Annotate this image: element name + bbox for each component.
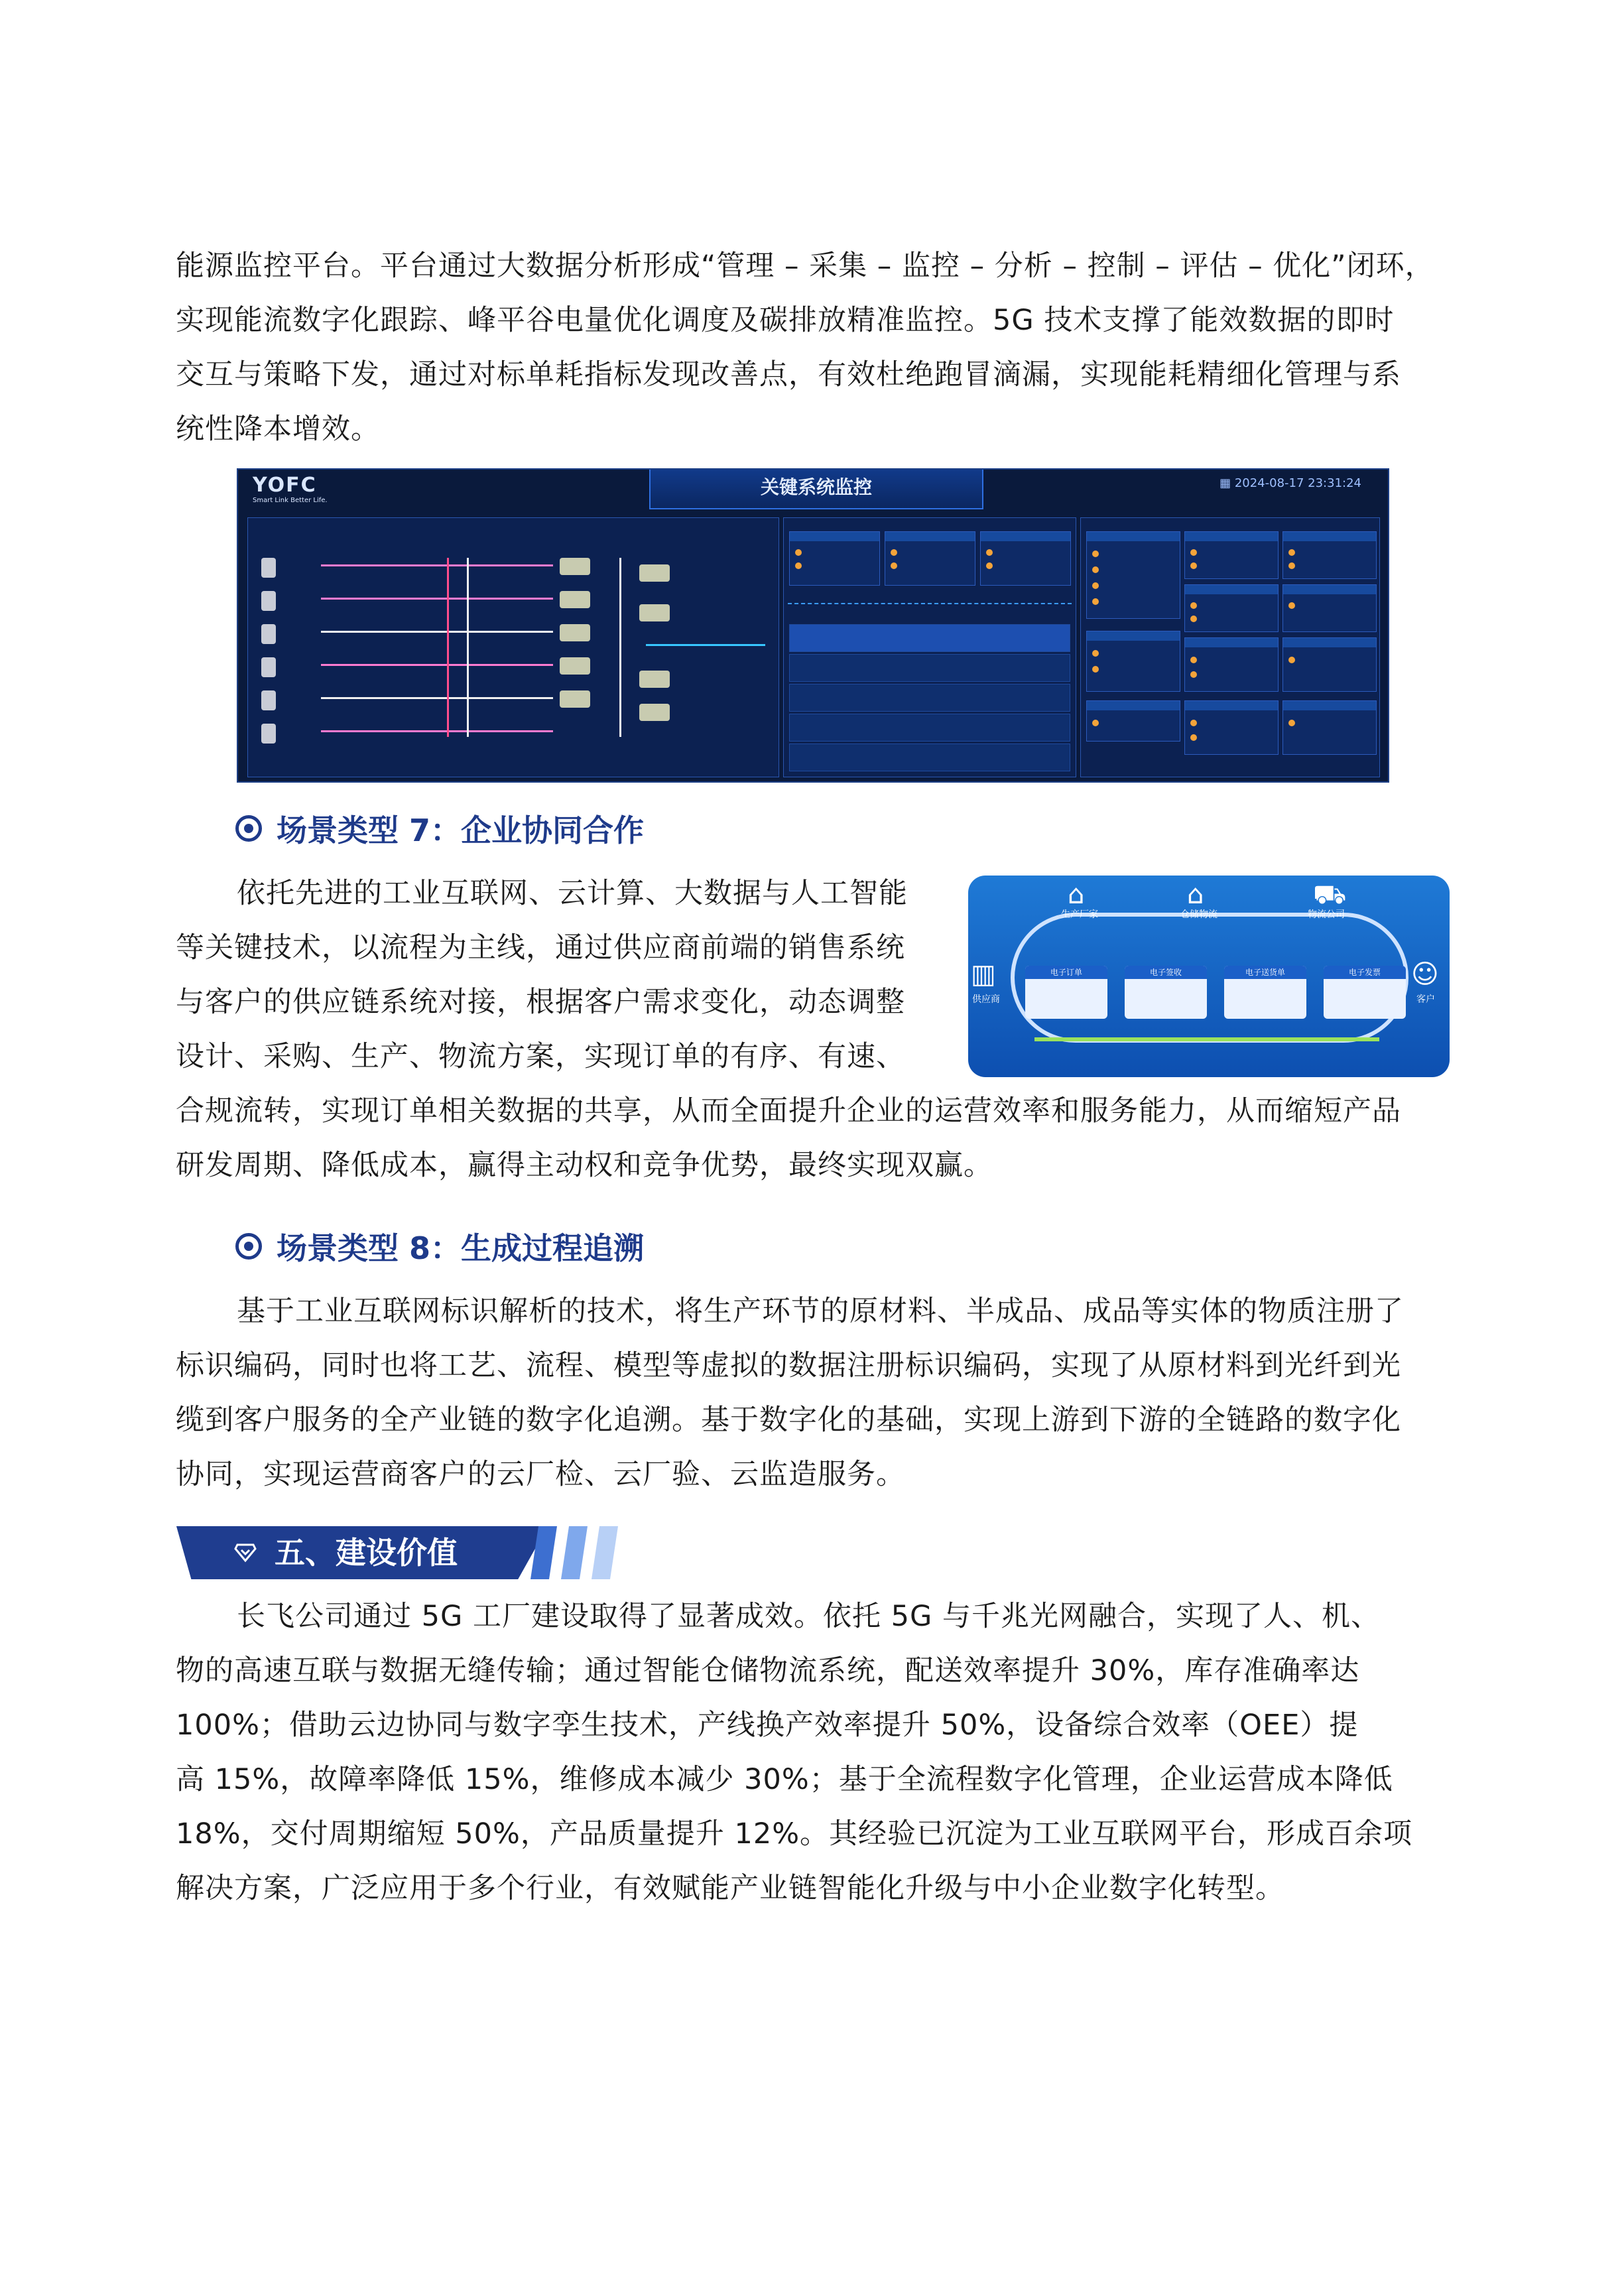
status-card — [1282, 700, 1377, 755]
right-panel — [1080, 517, 1380, 777]
scene7-heading — [235, 807, 644, 850]
status-card — [1184, 531, 1279, 579]
chiller-icon — [560, 657, 590, 675]
text-line: 实现能流数字化跟踪、峰平谷电量优化调度及碳排放精准监控。5G 技术支撑了能效数据的即时 — [176, 304, 1395, 337]
text-line: 能源监控平台。平台通过大数据分析形成“管理 – 采集 – 监控 – 分析 – 控制 – 评估 – 优化”闭环， — [176, 249, 1434, 283]
text-line: 解决方案，广泛应用于多个行业，有效赋能产业链智能化升级与中小企业数字化转型。 — [176, 1872, 1284, 1905]
tank-icon — [261, 591, 276, 611]
banner-stripe — [592, 1526, 618, 1579]
chiller-icon — [639, 671, 670, 688]
section5-title: 五、建设价值 — [275, 1535, 458, 1571]
dashboard-timestamp — [1219, 476, 1361, 490]
status-card — [1282, 637, 1377, 692]
tank-icon — [261, 724, 276, 744]
tank-icon — [261, 657, 276, 677]
pipe-line — [321, 598, 553, 600]
text-line: 标识编码，同时也将工艺、流程、模型等虚拟的数据注册标识编码，实现了从原材料到光纤到光 — [176, 1349, 1401, 1382]
monitoring-dashboard-figure — [237, 468, 1389, 783]
status-card — [1086, 531, 1180, 619]
schematic-panel — [247, 517, 779, 777]
text-line: 与客户的供应链系统对接，根据客户需求变化，动态调整 — [176, 986, 905, 1019]
status-card — [1086, 631, 1180, 692]
pipe-line — [321, 697, 553, 699]
text-line: 依托先进的工业互联网、云计算、大数据与人工智能 — [237, 877, 908, 910]
text-line: 基于工业互联网标识解析的技术，将生产环节的原材料、半成品、成品等实体的物质注册了 — [237, 1295, 1404, 1328]
pipe-line — [467, 558, 469, 737]
text-line: 高 15%，故障率降低 15%，维修成本减少 30%；基于全流程数字化管理，企业运营成本降低 — [176, 1763, 1393, 1796]
supply-chain-figure — [968, 876, 1450, 1077]
banner-stripe — [561, 1526, 588, 1579]
doc-title: 电子发票 — [1324, 966, 1406, 979]
section5-paragraph — [176, 1589, 1442, 1916]
text-line: 合规流转，实现订单相关数据的共享，从而全面提升企业的运营效率和服务能力，从而缩短产品 — [176, 1094, 1401, 1128]
chiller-icon — [560, 690, 590, 708]
node-label: 物流公司 — [1308, 909, 1345, 920]
status-card — [1282, 531, 1377, 579]
tank-icon — [261, 624, 276, 644]
text-line: 设计、采购、生产、物流方案，实现订单的有序、有速、 — [176, 1040, 905, 1073]
document-card — [1324, 966, 1406, 1019]
document-card — [1025, 966, 1107, 1019]
text-line: 100%；借助云边协同与数字孪生技术，产线换产效率提升 50%，设备综合效率（OEE）提 — [176, 1709, 1359, 1742]
chiller-icon — [639, 564, 670, 582]
building-icon: ▥ — [971, 959, 996, 990]
users-icon: ☺ — [1411, 959, 1439, 990]
status-card — [789, 531, 880, 586]
text-line: 缆到客户服务的全产业链的数字化追溯。基于数字化的基础，实现上游到下游的全链路的数字化 — [176, 1403, 1401, 1437]
doc-title: 电子送货单 — [1224, 966, 1306, 979]
text-line: 统性降本增效。 — [176, 413, 380, 446]
chiller-icon — [639, 704, 670, 721]
status-card — [885, 531, 975, 586]
middle-panel — [783, 517, 1076, 777]
doc-title: 电子订单 — [1025, 966, 1107, 979]
target-icon — [235, 815, 262, 842]
status-card — [1184, 700, 1279, 755]
factory-icon: ⌂ — [1068, 879, 1085, 910]
chiller-icon — [560, 591, 590, 608]
table-row — [789, 714, 1070, 742]
flow-arrow — [1034, 1037, 1379, 1041]
status-card — [1282, 584, 1377, 632]
text-line: 研发周期、降低成本，赢得主动权和竞争优势，最终实现双赢。 — [176, 1149, 993, 1182]
table-row — [789, 624, 1070, 652]
text-line: 18%，交付周期缩短 50%，产品质量提升 12%。其经验已沉淀为工业互联网平台，形成百余项 — [176, 1817, 1413, 1851]
text-line: 物的高速互联与数据无缝传输；通过智能仓储物流系统，配送效率提升 30%，库存准确率达 — [176, 1654, 1360, 1687]
timestamp-text: 2024-08-17 23:31:24 — [1234, 476, 1361, 490]
status-card — [1184, 584, 1279, 632]
tank-icon — [261, 558, 276, 578]
tank-icon — [261, 690, 276, 710]
heading-text: 场景类型 7：企业协同合作 — [277, 813, 645, 848]
trend-line — [788, 592, 1072, 604]
pipe-line — [321, 730, 553, 732]
status-card — [1184, 637, 1279, 692]
document-card — [1125, 966, 1207, 1019]
dashboard-title: 关键系统监控 — [649, 470, 983, 509]
node-label: 仓储物流 — [1180, 909, 1218, 920]
target-icon — [235, 1233, 262, 1260]
chiller-icon — [560, 558, 590, 575]
text-line: 长飞公司通过 5G 工厂建设取得了显著成效。依托 5G 与千兆光网融合，实现了人、机、 — [237, 1600, 1381, 1633]
table-row — [789, 654, 1070, 682]
pipe-line — [321, 664, 553, 666]
heading-text: 场景类型 8：生成过程追溯 — [277, 1230, 645, 1266]
pipe-line — [619, 558, 621, 737]
pipe-line — [321, 631, 553, 633]
text-line: 交互与策略下发，通过对标单耗指标发现改善点，有效杜绝跑冒滴漏，实现能耗精细化管理与系 — [176, 358, 1401, 391]
text-line: 等关键技术，以流程为主线，通过供应商前端的销售系统 — [176, 931, 905, 964]
scene8-paragraph — [176, 1284, 1442, 1502]
warehouse-icon: ⌂ — [1187, 879, 1204, 910]
calendar-icon: ▦ — [1219, 476, 1231, 490]
table-row — [789, 744, 1070, 771]
status-card — [1086, 700, 1180, 742]
right-label: 客户 — [1416, 994, 1435, 1005]
pipe-line — [447, 558, 449, 737]
document-card — [1224, 966, 1306, 1019]
pipe-line — [321, 564, 553, 566]
table-row — [789, 684, 1070, 712]
doc-title: 电子签收 — [1125, 966, 1207, 979]
chiller-icon — [560, 624, 590, 641]
truck-icon: ⛟ — [1313, 879, 1347, 910]
left-label: 供应商 — [972, 994, 1000, 1005]
logo-tagline: Smart Link Better Life. — [253, 497, 328, 504]
chiller-icon — [639, 604, 670, 621]
node-label: 生产厂家 — [1061, 909, 1098, 920]
scene8-heading — [235, 1224, 644, 1268]
status-card — [980, 531, 1071, 586]
pipe-line — [646, 644, 765, 646]
diamond-icon — [233, 1539, 257, 1563]
logo-text: YOFC — [253, 474, 317, 497]
intro-paragraph — [176, 239, 1442, 456]
text-line: 协同，实现运营商客户的云厂检、云厂验、云监造服务。 — [176, 1458, 905, 1491]
dashboard-logo — [253, 474, 328, 504]
